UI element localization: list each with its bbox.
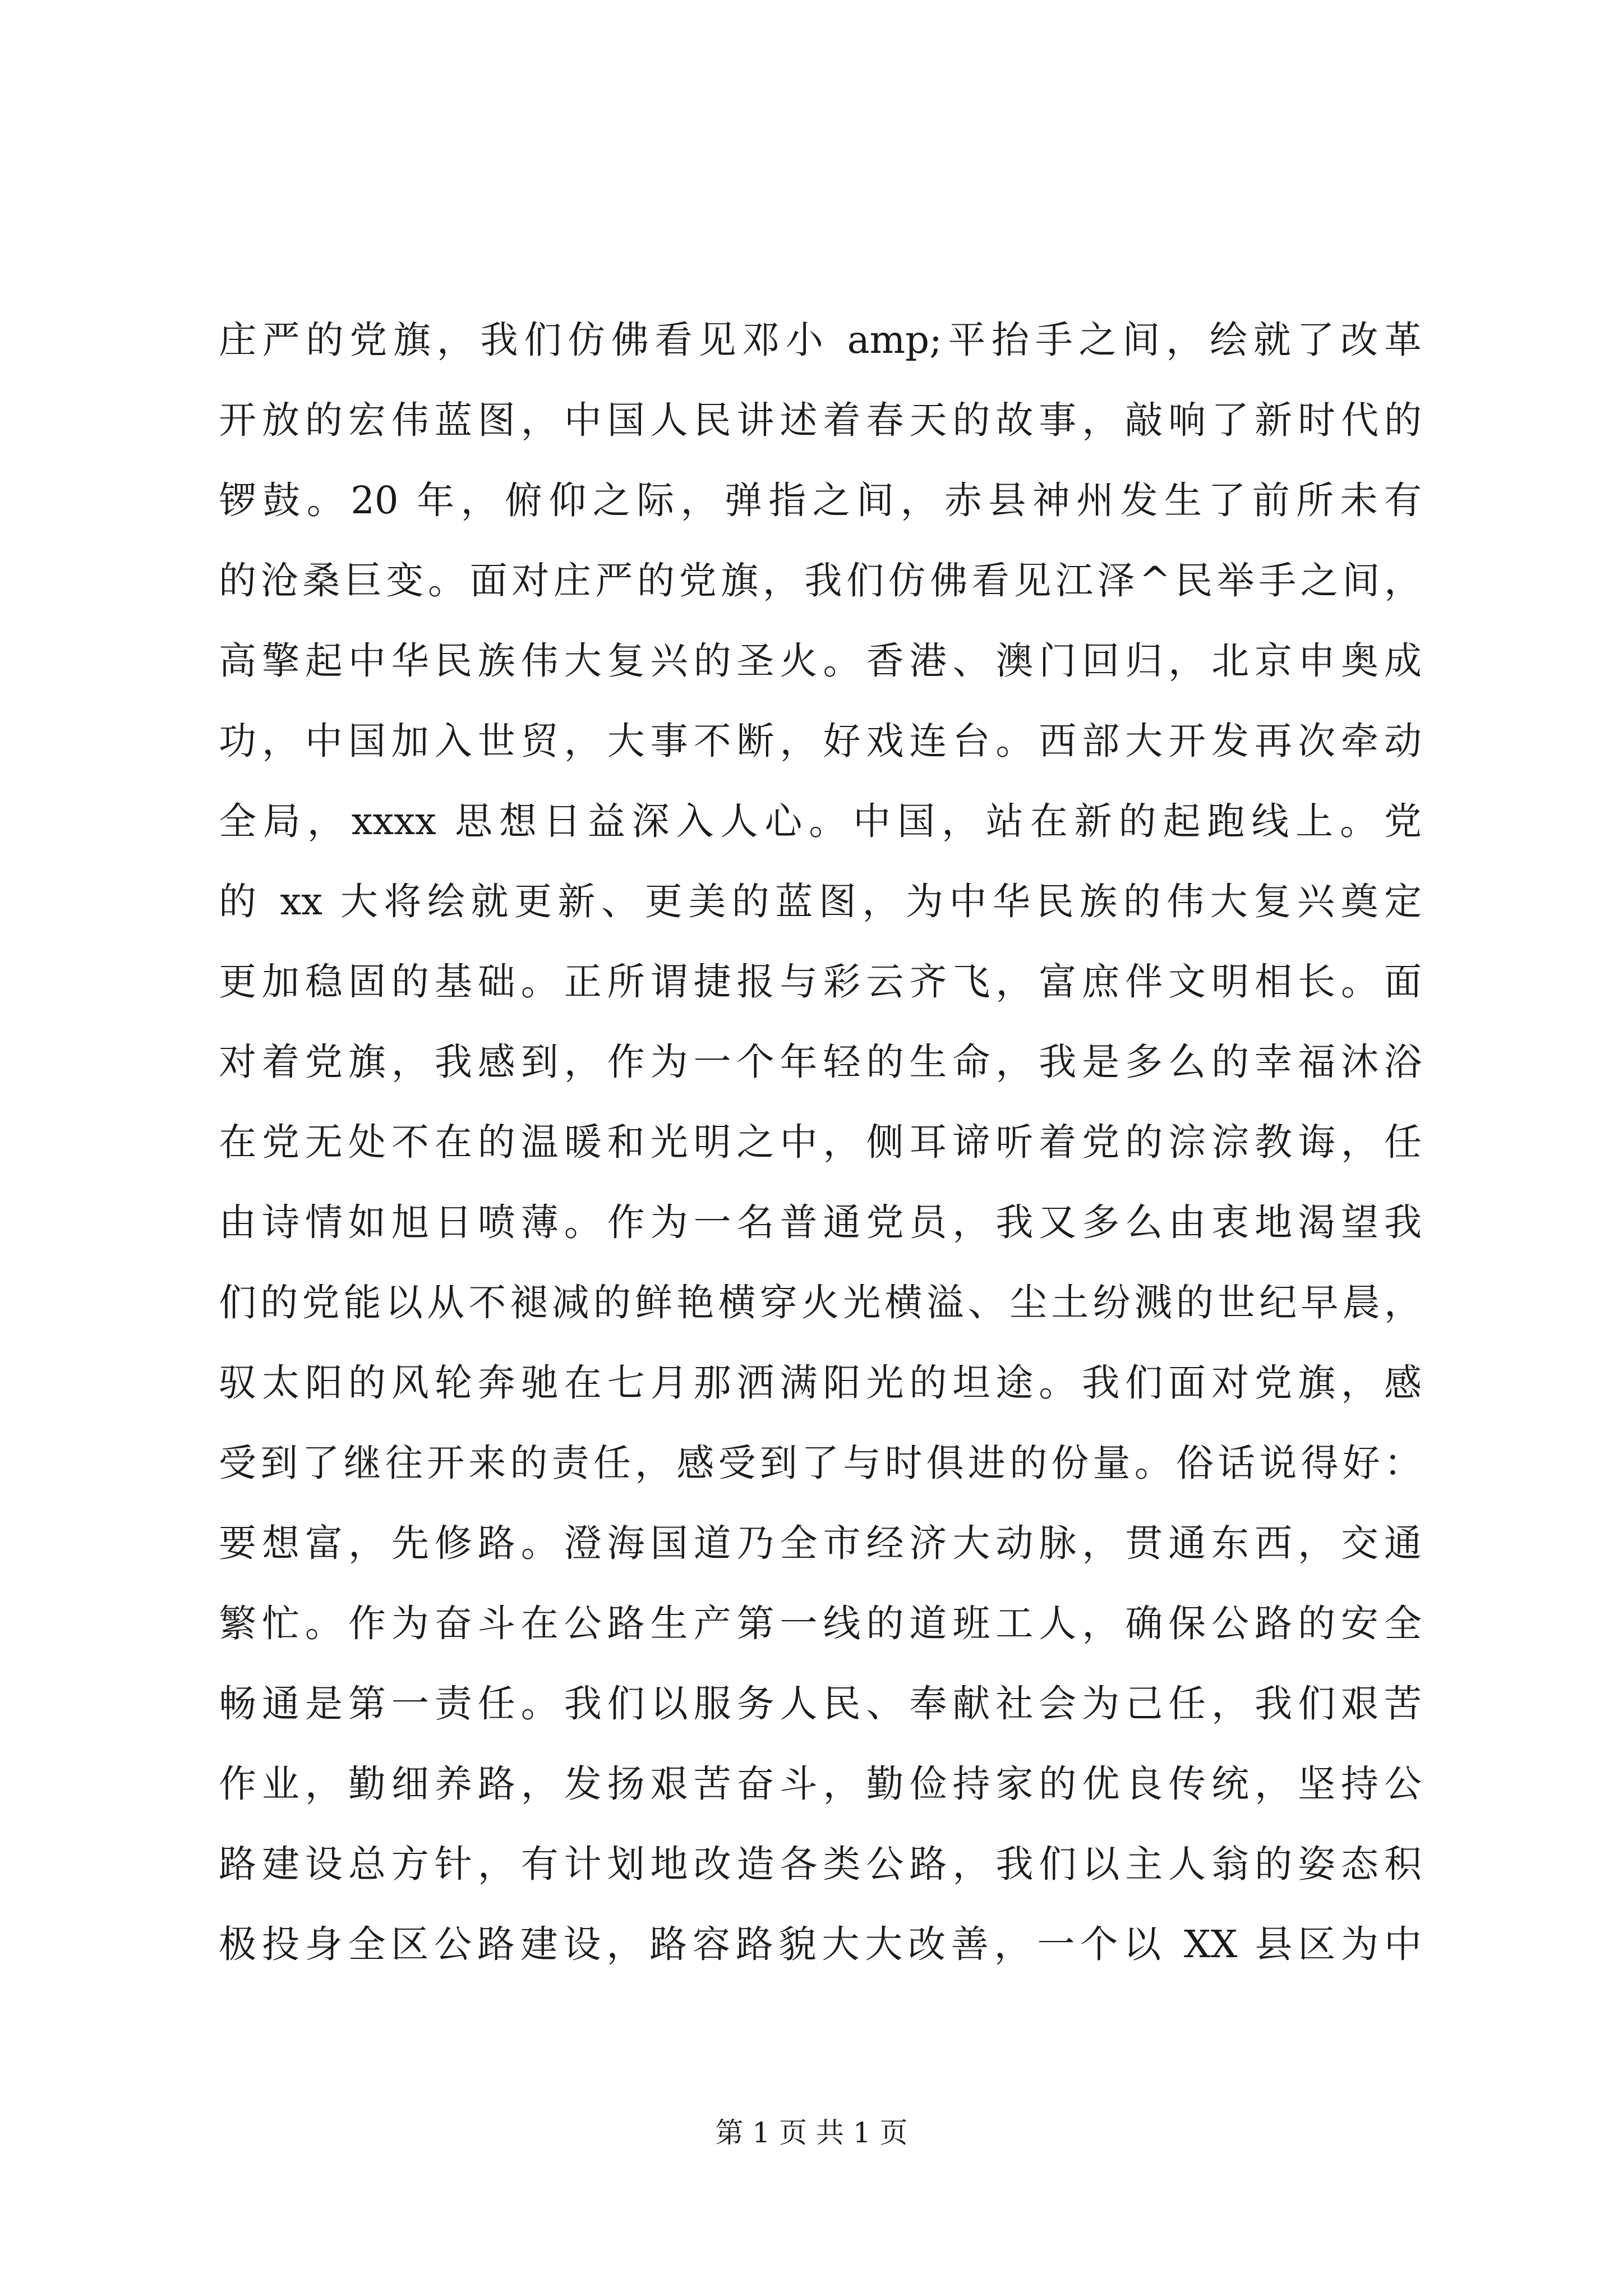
text-line: 极投身全区公路建设，路容路貌大大改善，一个以 XX 县区为中 xyxy=(219,1922,1422,1966)
text-line: 高擎起中华民族伟大复兴的圣火。香港、澳门回归，北京申奥成 xyxy=(219,639,1422,683)
text-line: 们的党能以从不褪减的鲜艳横穿火光横溢、尘土纷溅的世纪早晨， xyxy=(219,1281,1422,1324)
body-text xyxy=(219,300,1422,1985)
text-line: 的 xx 大将绘就更新、更美的蓝图，为中华民族的伟大复兴奠定 xyxy=(219,880,1422,923)
text-line: 锣鼓。20 年，俯仰之际，弹指之间，赤县神州发生了前所未有 xyxy=(219,478,1422,522)
page-number: 第 1 页 共 1 页 xyxy=(715,2116,908,2149)
text-line: 驭太阳的风轮奔驰在七月那洒满阳光的坦途。我们面对党旗，感 xyxy=(219,1361,1422,1405)
text-line: 由诗情如旭日喷薄。作为一名普通党员，我又多么由衷地渴望我 xyxy=(219,1200,1422,1244)
text-line: 受到了继往开来的责任，感受到了与时俱进的份量。俗话说得好： xyxy=(219,1441,1422,1485)
text-line: 更加稳固的基础。正所谓捷报与彩云齐飞，富庶伴文明相长。面 xyxy=(219,960,1422,1004)
text-line: 路建设总方针，有计划地改造各类公路，我们以主人翁的姿态积 xyxy=(219,1842,1422,1886)
text-line: 庄严的党旗，我们仿佛看见邓小 amp;平抬手之间，绘就了改革 xyxy=(219,318,1422,362)
text-line: 开放的宏伟蓝图，中国人民讲述着春天的故事，敲响了新时代的 xyxy=(219,398,1422,442)
text-line: 作业，勤细养路，发扬艰苦奋斗，勤俭持家的优良传统，坚持公 xyxy=(219,1762,1422,1806)
text-line: 在党无处不在的温暖和光明之中，侧耳谛听着党的淙淙教诲，任 xyxy=(219,1120,1422,1164)
text-line: 的沧桑巨变。面对庄严的党旗，我们仿佛看见江泽^民举手之间， xyxy=(219,559,1422,602)
text-line: 功，中国加入世贸，大事不断，好戏连台。西部大开发再次牵动 xyxy=(219,719,1422,763)
page-footer xyxy=(0,2116,1623,2150)
text-line: 要想富，先修路。澄海国道乃全市经济大动脉，贯通东西，交通 xyxy=(219,1521,1422,1565)
text-line: 全局，xxxx 思想日益深入人心。中国，站在新的起跑线上。党 xyxy=(219,799,1422,843)
text-line: 畅通是第一责任。我们以服务人民、奉献社会为己任，我们艰苦 xyxy=(219,1682,1422,1726)
text-line: 繁忙。作为奋斗在公路生产第一线的道班工人，确保公路的安全 xyxy=(219,1602,1422,1645)
text-line: 对着党旗，我感到，作为一个年轻的生命，我是多么的幸福沐浴 xyxy=(219,1040,1422,1084)
